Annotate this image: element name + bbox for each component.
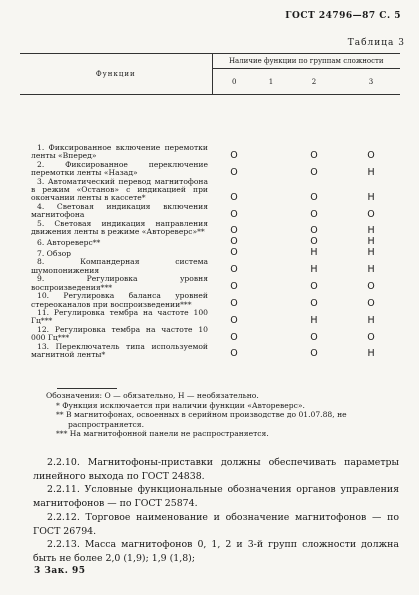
function-cell: 1. Фиксированное включение перемотки ленты «Вперед»	[31, 143, 208, 161]
group-1-value	[256, 144, 286, 161]
group-1-value	[256, 203, 286, 220]
group-2-value: О	[310, 297, 318, 309]
group-3-value: Н	[367, 225, 375, 237]
group-0-value: О	[230, 264, 238, 276]
footnote-2: ** В магнитофонах, освоенных в серийном производстве до 01.07.88, не	[56, 410, 347, 420]
group-1-value	[256, 292, 286, 309]
function-cell: 3. Автоматический перевод магнитофона в режим «Останов» с индикацией при окончании ленты в кассете*	[31, 176, 208, 203]
group-3-value: О	[367, 297, 375, 309]
group-0-value: О	[230, 208, 238, 220]
group-1-value	[256, 309, 286, 326]
group-1-value	[256, 236, 286, 247]
group-2-value: О	[310, 348, 318, 360]
group-1-value	[256, 178, 286, 203]
table-row	[20, 178, 400, 203]
group-3-value: Н	[367, 348, 375, 360]
group-0-value: О	[230, 225, 238, 237]
table-row	[20, 258, 400, 275]
function-cell: 8. Компандерная система шумопонижения	[31, 257, 208, 275]
group-0-value: О	[230, 236, 238, 248]
table-body	[20, 95, 400, 360]
paragraph: 2.2.12. Торговое наименование и обозначение магнитофонов — по ГОСТ 26794.	[33, 511, 399, 537]
group-0-value: О	[230, 149, 238, 161]
group-0-value: О	[230, 247, 238, 259]
group-2-value: Н	[310, 264, 318, 276]
group-2-value: О	[310, 236, 318, 248]
group-header-2: 2	[311, 77, 317, 86]
table-notes	[46, 391, 398, 439]
function-cell: 7. Обзор	[37, 249, 72, 259]
paragraph: 2.2.10. Магнитофоны-приставки должны обеспечивать параметры линейного выхода по ГОСТ 24838.	[33, 457, 399, 482]
table-row	[20, 326, 400, 343]
function-cell: 13. Переключатель типа используемой магнитной ленты*	[31, 341, 208, 359]
group-3-value: О	[367, 331, 375, 343]
function-cell: 11. Регулировка тембра на частоте 100 Гц***	[31, 307, 208, 326]
group-2-value: О	[310, 331, 318, 343]
col-groups-header: Наличие функции по группам сложности	[212, 54, 400, 69]
function-cell: 4. Световая индикация включения магнитофона	[31, 201, 208, 220]
footnote-1: * Функция исключается при наличии функции «Автореверс».	[56, 400, 305, 410]
group-3-value: О	[367, 208, 375, 220]
legend-note: Обозначения: О — обязательно, Н — необязательно.	[46, 391, 259, 400]
group-header-0: 0	[232, 77, 237, 86]
function-cell: 6. Автореверс**	[37, 238, 101, 248]
group-0-value: О	[230, 331, 238, 343]
function-cell: 5. Световая индикация направления движения ленты в режиме «Автореверс»**	[31, 218, 208, 237]
group-0-value: О	[230, 297, 238, 309]
group-3-value: О	[367, 281, 375, 293]
functions-table	[20, 53, 400, 359]
group-1-value	[256, 275, 286, 292]
group-header-1: 1	[268, 77, 274, 86]
group-2-value: Н	[310, 247, 318, 259]
group-2-value: О	[310, 281, 318, 293]
group-1-value	[256, 247, 286, 258]
group-2-value: О	[310, 149, 318, 161]
group-3-value: Н	[367, 314, 375, 326]
group-1-value	[256, 326, 286, 343]
group-2-value: Н	[310, 314, 318, 326]
table-row	[20, 309, 400, 326]
function-cell: 12. Регулировка тембра на частоте 10 000 Гц***	[31, 324, 208, 343]
group-3-value: Н	[367, 264, 375, 276]
table-label: Таблица 3	[347, 38, 405, 48]
function-cell: 10. Регулировка баланса уровней стереоканалов при воспроизведении***	[31, 291, 208, 309]
group-1-value	[256, 258, 286, 275]
group-3-value: Н	[367, 247, 375, 259]
col-function-header: Функции	[20, 54, 212, 95]
group-2-value: О	[310, 208, 318, 220]
table-row	[20, 236, 400, 247]
group-1-value	[256, 161, 286, 178]
table-row	[20, 144, 400, 161]
group-0-value: О	[230, 166, 238, 178]
group-3-value: Н	[367, 191, 375, 203]
table-row	[20, 343, 400, 360]
group-3-value: Н	[367, 236, 375, 248]
function-cell: 9. Регулировка уровня воспроизведения***	[31, 274, 208, 292]
group-2-value: О	[310, 166, 318, 178]
function-cell: 2. Фиксированное переключение перемотки ленты «Назад»	[31, 159, 208, 178]
footnote-3: *** На магнитофонной панели не распространяется.	[56, 429, 269, 439]
body-text	[33, 456, 399, 566]
group-3-value: О	[367, 149, 375, 161]
group-1-value	[256, 343, 286, 360]
group-0-value: О	[230, 191, 238, 203]
table-row	[20, 292, 400, 309]
group-2-value: О	[310, 191, 318, 203]
group-0-value: О	[230, 281, 238, 293]
group-header-3: 3	[368, 77, 374, 86]
footnote-2-cont: распространяется.	[68, 419, 144, 429]
group-2-value: О	[310, 225, 318, 237]
group-3-value: Н	[367, 166, 375, 178]
group-0-value: О	[230, 314, 238, 326]
notes-divider	[57, 388, 117, 389]
paragraph: 2.2.11. Условные функциональные обозначения органов управления магнитофонов — по ГОСТ 25874.	[33, 484, 399, 510]
paragraph: 2.2.13. Масса магнитофонов 0, 1, 2 и 3-й групп сложности должна быть не более 2,0 (1,9); 1,9 (1,8);	[33, 539, 399, 564]
group-1-value	[256, 220, 286, 237]
page-footer: 3 Зак. 95	[34, 566, 86, 576]
table-row	[20, 275, 400, 292]
group-0-value: О	[230, 348, 238, 360]
table-row	[20, 161, 400, 178]
table-row	[20, 203, 400, 220]
table-row	[20, 220, 400, 237]
page-header: ГОСТ 24796—87 С. 5	[285, 11, 401, 21]
